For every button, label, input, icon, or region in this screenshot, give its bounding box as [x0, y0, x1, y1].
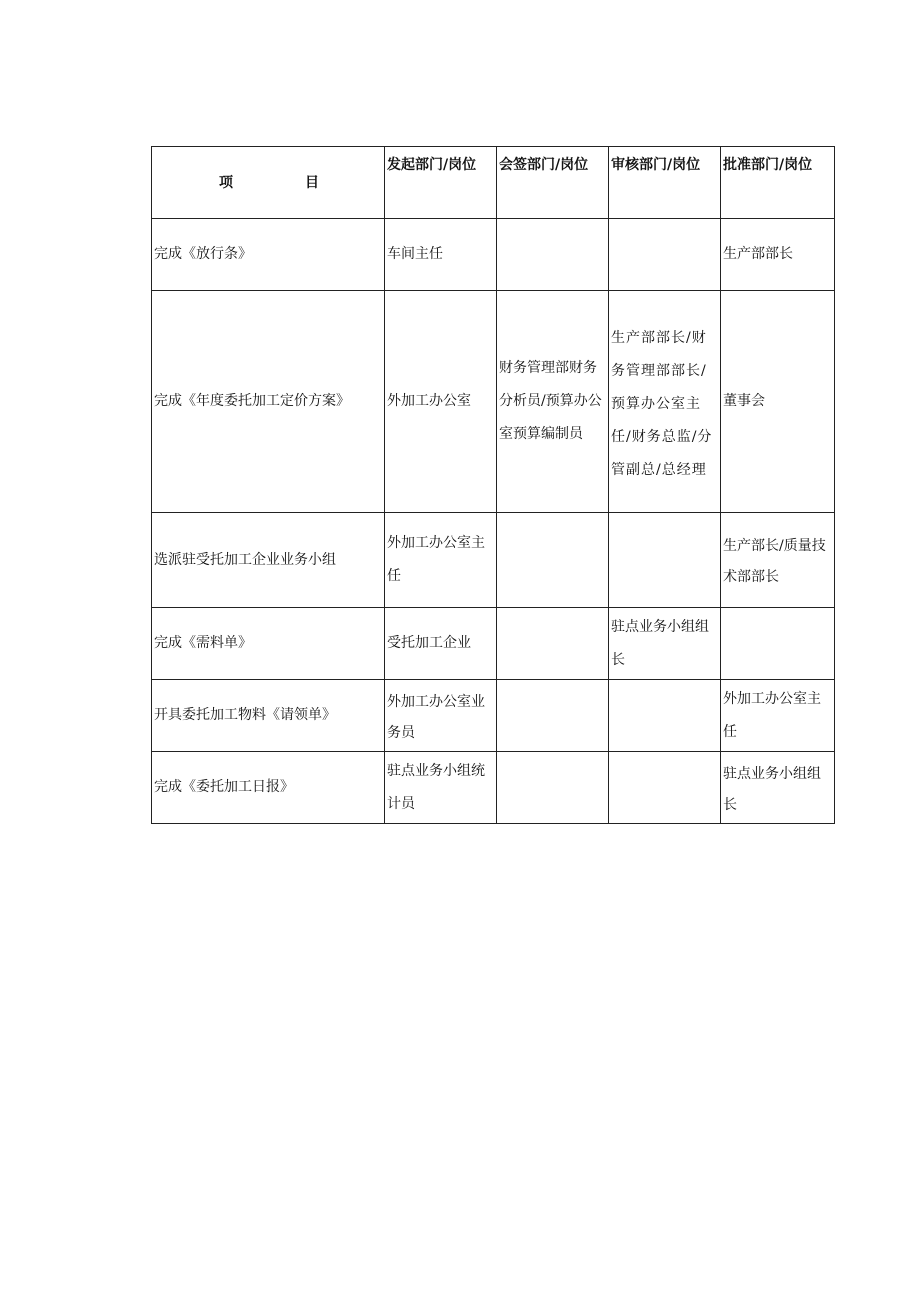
- cell-review: 驻点业务小组组长: [609, 608, 721, 680]
- cell-item: 完成《放行条》: [152, 219, 385, 291]
- cell-countersign: [497, 680, 609, 752]
- table-row: [152, 608, 835, 680]
- cell-approve: 驻点业务小组组长: [721, 752, 835, 824]
- header-review: 审核部门/岗位: [609, 147, 721, 219]
- approval-authority-table: [151, 146, 835, 824]
- cell-item: 完成《委托加工日报》: [152, 752, 385, 824]
- cell-review: 生产部部长/财务管理部部长/预算办公室主任/财务总监/分管副总/总经理: [609, 291, 721, 513]
- cell-initiator: 外加工办公室业务员: [385, 680, 497, 752]
- cell-review: [609, 752, 721, 824]
- cell-initiator: 外加工办公室主任: [385, 513, 497, 608]
- cell-review: [609, 680, 721, 752]
- cell-approve: 外加工办公室主任: [721, 680, 835, 752]
- table-row: [152, 752, 835, 824]
- cell-item: 开具委托加工物料《请领单》: [152, 680, 385, 752]
- cell-approve: 生产部部长: [721, 219, 835, 291]
- cell-initiator: 车间主任: [385, 219, 497, 291]
- table-row: [152, 513, 835, 608]
- cell-approve: 董事会: [721, 291, 835, 513]
- cell-review: [609, 513, 721, 608]
- cell-countersign: 财务管理部财务分析员/预算办公室预算编制员: [497, 291, 609, 513]
- cell-review: [609, 219, 721, 291]
- header-countersign: 会签部门/岗位: [497, 147, 609, 219]
- header-approve: 批准部门/岗位: [721, 147, 835, 219]
- header-item: [152, 147, 385, 219]
- cell-countersign: [497, 608, 609, 680]
- cell-item: 完成《需料单》: [152, 608, 385, 680]
- header-initiator: 发起部门/岗位: [385, 147, 497, 219]
- cell-countersign: [497, 513, 609, 608]
- cell-approve: [721, 608, 835, 680]
- cell-countersign: [497, 752, 609, 824]
- table-row: [152, 291, 835, 513]
- cell-initiator: 驻点业务小组统计员: [385, 752, 497, 824]
- cell-initiator: 受托加工企业: [385, 608, 497, 680]
- cell-item: 完成《年度委托加工定价方案》: [152, 291, 385, 513]
- cell-countersign: [497, 219, 609, 291]
- cell-approve: 生产部长/质量技术部部长: [721, 513, 835, 608]
- header-item-char-1: 项: [219, 174, 233, 191]
- table-row: [152, 680, 835, 752]
- table-row: [152, 219, 835, 291]
- cell-initiator: 外加工办公室: [385, 291, 497, 513]
- cell-item: 选派驻受托加工企业业务小组: [152, 513, 385, 608]
- header-item-char-2: 目: [305, 174, 319, 191]
- table-header-row: [152, 147, 835, 219]
